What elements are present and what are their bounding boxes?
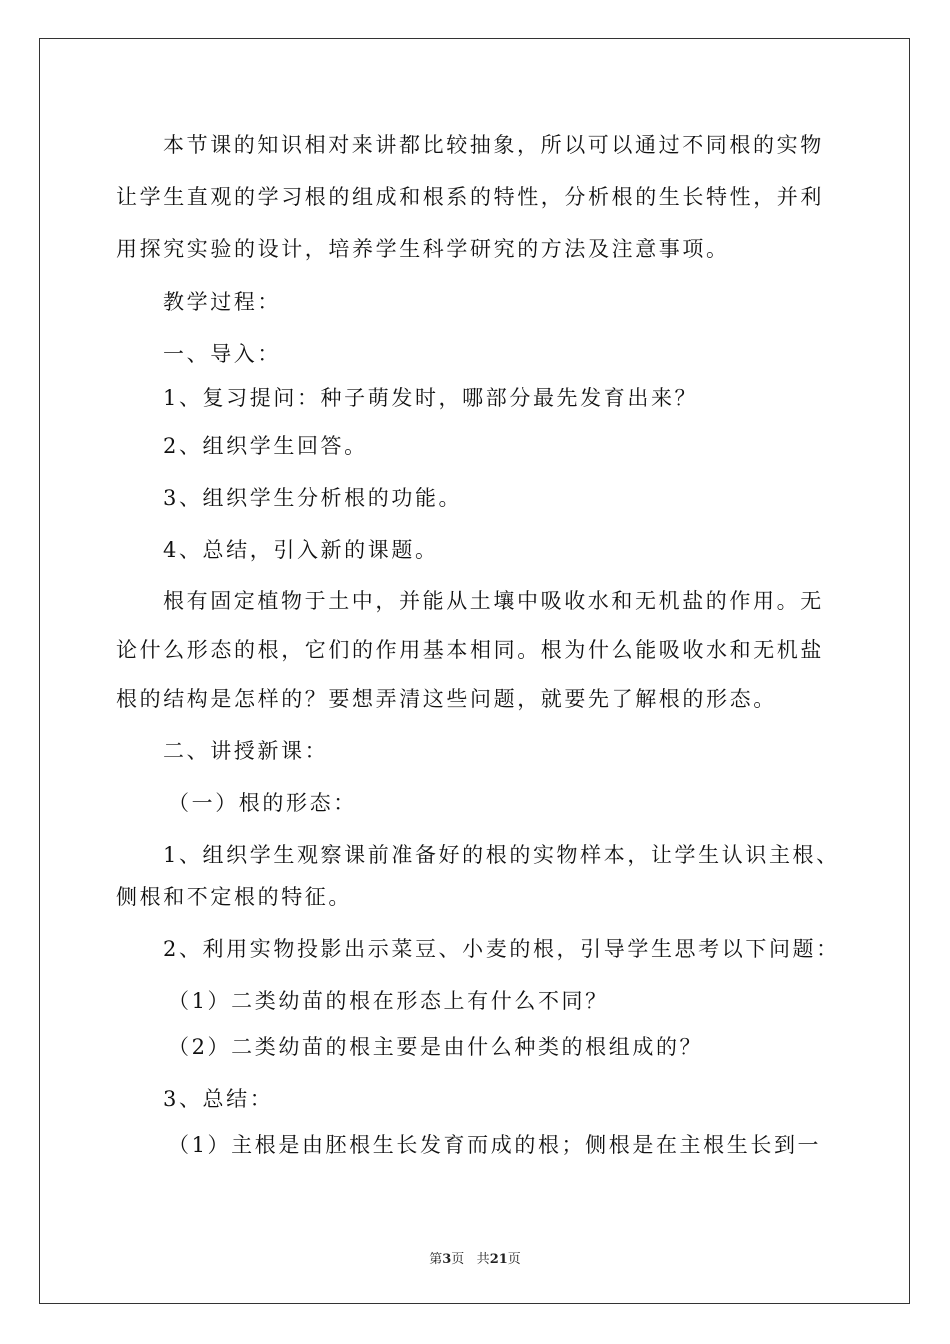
list-item: 1、组织学生观察课前准备好的根的实物样本，让学生认识主根、 <box>163 843 840 867</box>
page-footer <box>0 1248 950 1267</box>
summary-item: （1）主根是由胚根生长发育而成的根；侧根是在主根生长到一 <box>168 1133 822 1157</box>
current-page-number: 3 <box>442 1252 452 1267</box>
paragraph-line: 根有固定植物于土中，并能从土壤中吸收水和无机盐的作用。无 <box>163 589 824 613</box>
list-item: 3、总结： <box>163 1087 274 1111</box>
paragraph-line: 侧根和不定根的特征。 <box>116 885 352 909</box>
question-item: （2）二类幼苗的根主要是由什么种类的根组成的？ <box>168 1035 704 1059</box>
list-item: 2、利用实物投影出示菜豆、小麦的根，引导学生思考以下问题： <box>163 937 840 961</box>
list-item: 4、总结，引入新的课题。 <box>163 538 439 562</box>
total-prefix: 共 <box>476 1252 490 1267</box>
paragraph-line: 本节课的知识相对来讲都比较抽象，所以可以通过不同根的实物 <box>163 133 824 157</box>
paragraph-line: 用探究实验的设计，培养学生科学研究的方法及注意事项。 <box>116 237 730 261</box>
section-heading: 一、导入： <box>163 342 281 366</box>
paragraph-line: 让学生直观的学习根的组成和根系的特性，分析根的生长特性，并利 <box>116 185 824 209</box>
total-page-count: 21 <box>489 1252 508 1267</box>
total-unit: 页 <box>507 1252 521 1267</box>
list-item: 1、复习提问：种子萌发时，哪部分最先发育出来？ <box>163 386 699 410</box>
section-heading: 二、讲授新课： <box>163 739 329 763</box>
list-item: 3、组织学生分析根的功能。 <box>163 486 463 510</box>
page-frame <box>39 38 910 1304</box>
subsection-heading: （一）根的形态： <box>168 791 357 815</box>
list-item: 2、组织学生回答。 <box>163 434 368 458</box>
page-prefix: 第 <box>429 1252 443 1267</box>
paragraph-line: 根的结构是怎样的？要想弄清这些问题，就要先了解根的形态。 <box>116 687 777 711</box>
page-unit: 页 <box>451 1252 465 1267</box>
paragraph-line: 论什么形态的根，它们的作用基本相同。根为什么能吸收水和无机盐 <box>116 638 824 662</box>
question-item: （1）二类幼苗的根在形态上有什么不同？ <box>168 989 609 1013</box>
section-heading: 教学过程： <box>163 290 281 314</box>
